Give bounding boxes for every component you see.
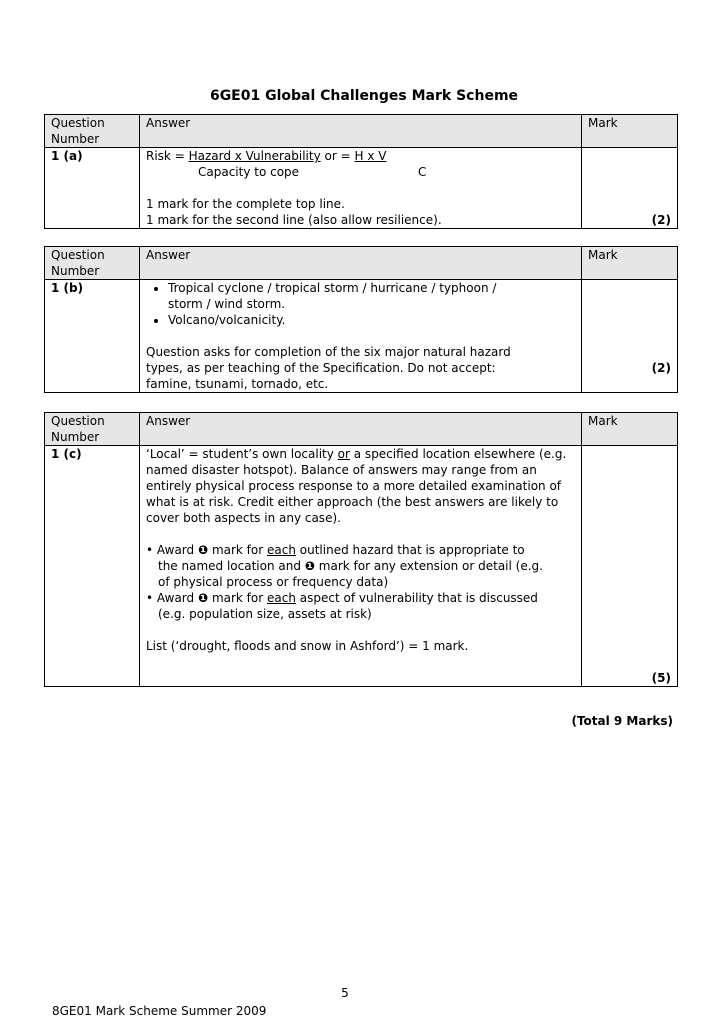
para-text: ‘Local’ = student’s own locality <box>146 447 338 461</box>
mark-value: (5) <box>651 671 671 685</box>
capacity-text: Capacity to cope <box>198 165 300 179</box>
answer-header: Answer <box>140 413 582 446</box>
award-text: mark for any extension or detail (e.g. of physical process or frequency data) <box>158 559 543 589</box>
bullet-item: • Volcano/volcanicity. <box>168 312 528 328</box>
question-number: 1 (c) <box>45 446 140 687</box>
mark-table-1b <box>44 246 678 393</box>
award-text: outlined hazard that is appropriate to the named location and <box>158 543 525 573</box>
answer-bullets <box>146 280 528 328</box>
answer-note: Question asks for completion of the six major natural hazard types, as per teaching of the Specification. Do not accept: famine, tsunami, tornado, etc. <box>146 345 511 391</box>
page-title: 6GE01 Global Challenges Mark Scheme <box>209 88 519 104</box>
answer-paragraph <box>146 446 575 526</box>
mark-value: (2) <box>651 213 671 227</box>
question-number: 1 (b) <box>45 280 140 393</box>
each-underlined: each <box>267 543 296 557</box>
mark-cell <box>582 280 678 393</box>
number-one-icon: ❶ <box>304 559 315 573</box>
or-text: or = <box>320 149 355 163</box>
total-marks: (Total 9 Marks) <box>571 714 673 728</box>
each-underlined: each <box>267 591 296 605</box>
mark-header: Mark <box>582 115 678 148</box>
number-one-icon: ❶ <box>197 543 209 557</box>
denominator-line <box>146 164 575 180</box>
award-bullet-2: • Award ❶ mark for each aspect of vulnerability that is discussed (e.g. population size, assets at risk) <box>146 591 538 621</box>
mark-header: Mark <box>582 413 678 446</box>
answer-header: Answer <box>140 247 582 280</box>
mark-note-1: 1 mark for the complete top line. <box>146 197 345 211</box>
question-header: Question Number <box>45 413 140 446</box>
footer-text: 8GE01 Mark Scheme Summer 2009 <box>52 1004 267 1018</box>
mark-table-1a <box>44 114 678 229</box>
answer-cell <box>140 148 582 229</box>
risk-label: Risk = <box>146 149 189 163</box>
answer-cell <box>140 446 582 687</box>
bullet-item: • Tropical cyclone / tropical storm / hurricane / typhoon / storm / wind storm. <box>168 280 528 312</box>
mark-header: Mark <box>582 247 678 280</box>
h-x-v: H x V <box>354 149 387 163</box>
para-text: a specified location elsewhere (e.g. named disaster hotspot). Balance of answers may range from an entirely physical process response to a more detailed examination of what is at risk. Credit either approach (the best answers are likely to cover both aspects in any case). <box>146 447 567 525</box>
award-text: aspect of vulnerability that is discussed (e.g. population size, assets at risk) <box>158 591 538 621</box>
c-text: C <box>418 165 427 179</box>
mark-note-2: 1 mark for the second line (also allow resilience). <box>146 213 442 227</box>
award-bullet-1: • Award ❶ mark for each outlined hazard that is appropriate to the named location and ❶ mark for any extension or detail (e.g. of physical process or frequency data) <box>146 543 543 589</box>
question-number: 1 (a) <box>45 148 140 229</box>
or-underlined: or <box>337 447 350 461</box>
risk-equation <box>146 148 575 164</box>
mark-cell <box>582 446 678 687</box>
number-one-icon: ❶ <box>197 591 209 605</box>
hazard-vulnerability: Hazard x Vulnerability <box>188 149 321 163</box>
mark-cell <box>582 148 678 229</box>
award-text: Award <box>156 591 198 605</box>
answer-header: Answer <box>140 115 582 148</box>
award-text: Award <box>156 543 198 557</box>
page-number: 5 <box>341 986 349 1000</box>
question-header: Question Number <box>45 247 140 280</box>
mark-table-1c <box>44 412 678 687</box>
award-text: mark for <box>208 591 267 605</box>
mark-value: (2) <box>651 361 671 375</box>
question-header: Question Number <box>45 115 140 148</box>
list-note: List (‘drought, floods and snow in Ashford’) = 1 mark. <box>146 639 469 653</box>
award-text: mark for <box>208 543 267 557</box>
answer-cell <box>140 280 582 393</box>
